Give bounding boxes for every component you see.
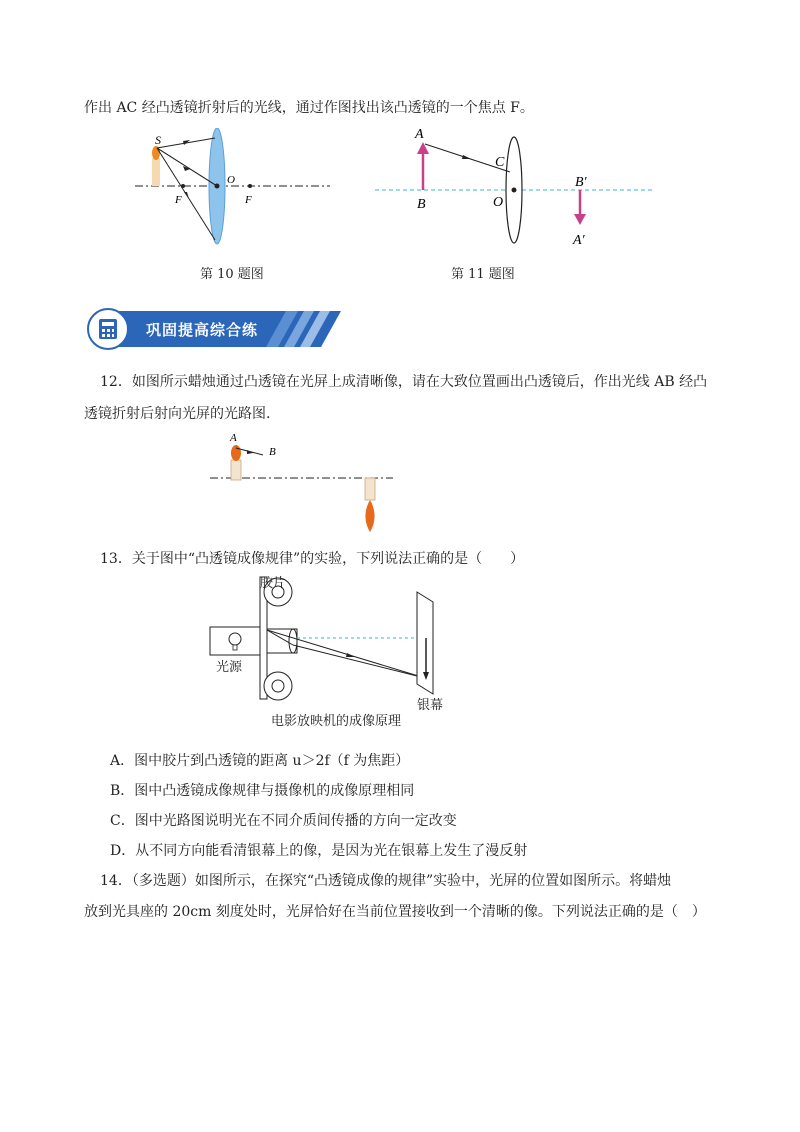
q13-option-a: A．图中胶片到凸透镜的距离 u＞2f（f 为焦距） bbox=[110, 753, 410, 769]
figure-11-caption: 第 11 题图 bbox=[451, 267, 515, 282]
q13-option-b: B．图中凸透镜成像规律与摄像机的成像原理相同 bbox=[110, 783, 415, 799]
ray-arrow bbox=[462, 155, 471, 159]
section-title: 巩固提高综合练 bbox=[146, 321, 259, 339]
label-A-prime: A′ bbox=[573, 233, 585, 248]
q14-text-line1: 14．（多选题）如图所示，在探究“凸透镜成像的规律”实验中，光屏的位置如图所示。将蜡烛 bbox=[100, 873, 672, 889]
object-arrowhead bbox=[417, 142, 429, 154]
ray-arrow bbox=[346, 653, 355, 657]
label-B: B bbox=[417, 197, 426, 212]
label-A: A bbox=[230, 432, 237, 444]
label-F-right: F bbox=[245, 194, 252, 206]
figure-10-caption: 第 10 题图 bbox=[200, 267, 264, 282]
label-B-prime: B′ bbox=[575, 175, 587, 190]
section-banner bbox=[86, 306, 346, 352]
label-O: O bbox=[493, 195, 504, 210]
q12-text-line2: 透镜折射后射向光屏的光路图. bbox=[84, 406, 271, 422]
screen-label: 银幕 bbox=[417, 698, 444, 713]
silver-screen bbox=[417, 592, 433, 694]
intro-text: 作出 AC 经凸透镜折射后的光线，通过作图找出该凸透镜的一个焦点 F。 bbox=[84, 100, 534, 116]
label-C: C bbox=[495, 155, 505, 170]
label-F-left: F bbox=[175, 194, 182, 206]
label-O: O bbox=[227, 174, 235, 186]
bulb bbox=[229, 633, 241, 645]
q13-option-d: D．从不同方向能看清银幕上的像，是因为光在银幕上发生了漫反射 bbox=[110, 843, 528, 859]
point-O bbox=[512, 188, 517, 193]
point-F-right bbox=[248, 184, 252, 188]
q14-text-line2: 放到光具座的 20cm 刻度处时，光屏恰好在当前位置接收到一个清晰的像。下列说法正确的是（ ） bbox=[84, 904, 706, 920]
image-arrowhead bbox=[574, 214, 586, 225]
film-label: 胶片 bbox=[260, 576, 287, 591]
candle-flame bbox=[231, 445, 241, 461]
q13-stem: 13．关于图中“凸透镜成像规律”的实验，下列说法正确的是（ ） bbox=[100, 551, 525, 567]
figure-12 bbox=[205, 428, 395, 538]
label-B: B bbox=[269, 446, 276, 458]
label-S: S bbox=[155, 133, 161, 147]
inverted-candle bbox=[365, 478, 375, 500]
point-O bbox=[215, 184, 220, 189]
candle bbox=[231, 460, 241, 480]
candle bbox=[152, 158, 160, 186]
q12-text-line1: 12．如图所示蜡烛通过凸透镜在光屏上成清晰像，请在大致位置画出凸透镜后，作出光线 AB 经凸 bbox=[100, 374, 708, 390]
inverted-flame bbox=[365, 500, 374, 532]
ray-2 bbox=[293, 645, 425, 678]
ray-1 bbox=[267, 630, 425, 678]
light-source-label: 光源 bbox=[216, 660, 243, 675]
point-F-left bbox=[181, 184, 185, 188]
label-A: A bbox=[415, 127, 424, 142]
ray-arrow bbox=[184, 192, 189, 199]
projector-lens bbox=[289, 629, 297, 653]
figure-10 bbox=[135, 128, 335, 263]
q13-option-c: C．图中光路图说明光在不同介质间传播的方向一定改变 bbox=[110, 813, 457, 829]
figure-13-caption: 电影放映机的成像原理 bbox=[271, 714, 402, 729]
figure-11 bbox=[370, 122, 660, 252]
